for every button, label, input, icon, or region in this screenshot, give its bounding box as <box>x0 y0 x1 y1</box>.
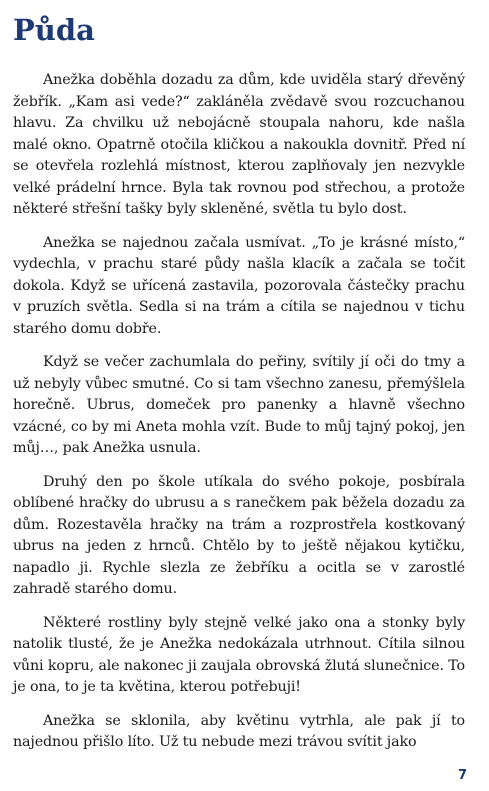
chapter-title: Půda <box>13 13 95 47</box>
paragraph-2: Anežka se najednou začala usmívat. „To je krásné místo,“ vydechla, v prachu staré půdy našla klacík a začala se točit dokola. Když se uřícená zastavila, pozorovala částečky prachu v pruzích světla. Sedla si na trám a cítila se najednou v tichu starého domu dobře. <box>13 234 465 337</box>
paragraph-5: Některé rostliny byly stejně velké jako ona a stonky byly natolik tlusté, že je Anežka nedokázala utrhnout. Cítila silnou vůni kopru, ale nakonec ji zaujala obrovská žlutá slunečnice. To je ona, to je ta květina, kterou potřebuji! <box>13 614 465 695</box>
paragraph-1: Anežka doběhla dozadu za dům, kde uviděla starý dřevěný žebřík. „Kam asi vede?“ zakláněla zvědavě svou rozcuchanou hlavu. Za chvilku už nebojácně stoupala nahoru, kde našla malé okno. Opatrně otočila kličkou a nakoukla dovnitř. Před ní se otevřela rozlehlá místnost, kterou zaplňovaly jen nezvykle velké prádelní hrnce. Byla tak rovnou pod střechou, a protože některé střešní tašky byly skleněné, světla tu bylo dost. <box>13 72 465 217</box>
chapter-body <box>13 70 465 766</box>
paragraph-4: Druhý den po škole utíkala do svého pokoje, posbírala oblíbené hračky do ubrusu a s ranečkem pak běžela dozadu za dům. Rozestavěla hračky na trám a rozprostřela kostkovaný ubrus na jeden z hrnců. Chtělo by to ještě nějakou kytičku, napadlo ji. Rychle slezla ze žebříku a ocitla se v zarostlé zahradě starého domu. <box>13 473 465 597</box>
paragraph-3: Když se večer zachumlala do peřiny, svítily jí oči do tmy a už nebyly vůbec smutné. Co si tam všechno zanesu, přemýšlela horečně. Ubrus, domeček pro panenky a hlavně všechno vzácné, co by mi Aneta mohla vzít. Bude to můj tajný pokoj, jen můj…, pak Anežka usnula. <box>13 354 465 456</box>
page-number: 7 <box>457 768 467 783</box>
paragraph-6: Anežka se sklonila, aby květinu vytrhla, ale pak jí to najednou přišlo líto. Už tu nebude mezi trávou svítit jako <box>13 712 465 750</box>
